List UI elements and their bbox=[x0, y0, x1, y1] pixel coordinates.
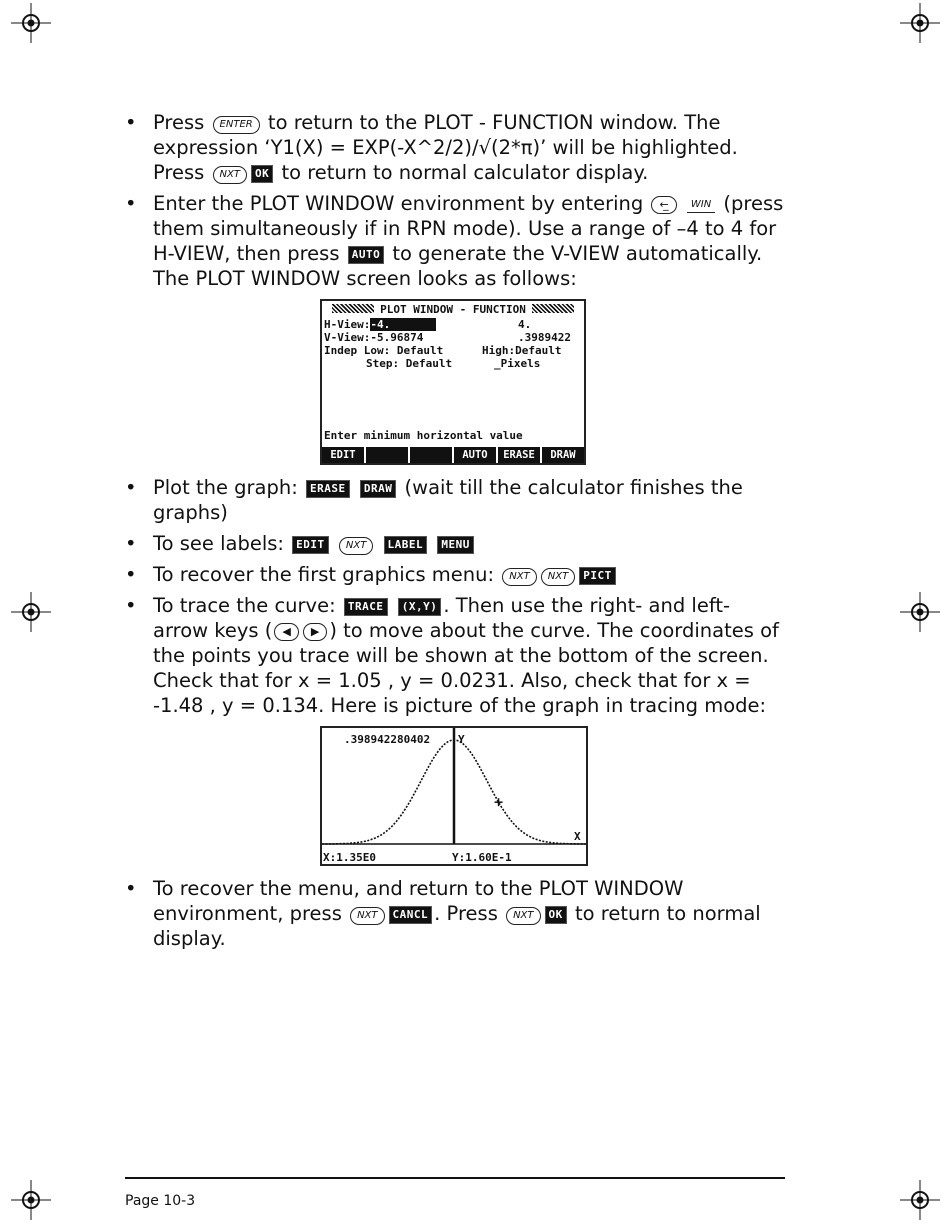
hview-row: H-View:-4. bbox=[324, 318, 436, 331]
vview-max-field: .3989422 bbox=[518, 331, 571, 344]
bullet-plot-window bbox=[125, 191, 785, 465]
bullet-text: to return to normal display. bbox=[153, 902, 761, 950]
bullet-text: to return to normal calculator display. bbox=[281, 161, 649, 184]
hview-min-field: -4. bbox=[370, 318, 436, 331]
trace-graph-svg bbox=[322, 728, 586, 864]
bullet-dot: • bbox=[125, 563, 137, 586]
indep-low-field: Indep Low: Default bbox=[324, 344, 444, 357]
page-number: Page 10-3 bbox=[125, 1193, 196, 1209]
bullet-return-plot-function bbox=[125, 110, 785, 185]
registration-mark-bottom-right bbox=[900, 1180, 940, 1220]
bullet-text: To trace the curve: bbox=[153, 594, 336, 617]
enter-key: ENTER bbox=[213, 116, 260, 134]
prompt-line: Enter minimum horizontal value bbox=[324, 429, 523, 442]
bullet-plot-graph bbox=[125, 475, 785, 525]
nxt-key: NXT bbox=[506, 907, 540, 925]
bullet-text: To see labels: bbox=[153, 532, 284, 555]
bullet-text: to return to the PLOT - FUNCTION window. The expression ‘Y1(X) = EXP(-X^2/2)/√(2*π)’ will be highlighted. Press bbox=[153, 111, 738, 184]
edit-softkey: EDIT bbox=[292, 536, 329, 554]
instruction-list bbox=[125, 110, 785, 951]
xy-softkey: (X,Y) bbox=[398, 598, 442, 616]
menu-softkey: MENU bbox=[437, 536, 474, 554]
left-shift-key: ←̲ bbox=[651, 196, 676, 214]
label-softkey: LABEL bbox=[384, 536, 428, 554]
y-axis-label: Y bbox=[458, 733, 465, 746]
menu-blank-1 bbox=[366, 447, 408, 463]
footer-rule bbox=[125, 1177, 785, 1179]
auto-softkey: AUTO bbox=[348, 246, 385, 264]
menu-blank-2 bbox=[410, 447, 452, 463]
bullet-recover-menu bbox=[125, 562, 785, 587]
y-readout: Y:1.60E-1 bbox=[452, 851, 512, 864]
bullet-text: Enter the PLOT WINDOW environment by entering bbox=[153, 192, 644, 215]
nxt-key: NXT bbox=[339, 537, 373, 555]
left-arrow-key: ◀ bbox=[274, 623, 298, 641]
plot-window-title: PLOT WINDOW - FUNCTION bbox=[322, 303, 584, 316]
plot-window-screen bbox=[320, 299, 586, 465]
plot-window-menu bbox=[322, 447, 584, 463]
menu-auto: AUTO bbox=[454, 447, 496, 463]
bullet-trace-curve bbox=[125, 593, 785, 866]
cancel-softkey: CANCL bbox=[389, 906, 433, 924]
high-field: High:Default bbox=[482, 344, 562, 357]
hview-max-field: 4. bbox=[518, 318, 532, 331]
bullet-text: . Press bbox=[434, 902, 498, 925]
menu-edit: EDIT bbox=[322, 447, 364, 463]
trace-cursor bbox=[495, 798, 503, 806]
bullet-dot: • bbox=[125, 192, 137, 215]
step-field: Step: Default bbox=[366, 357, 453, 370]
pixels-field: _Pixels bbox=[494, 357, 541, 370]
registration-mark-mid-left bbox=[11, 592, 51, 632]
bullet-dot: • bbox=[125, 594, 137, 617]
bullet-text: to generate the V-VIEW automatically. The PLOT WINDOW screen looks as follows: bbox=[153, 242, 763, 290]
bullet-text: (wait till the calculator finishes the graphs) bbox=[153, 476, 743, 524]
bullet-dot: • bbox=[125, 532, 137, 555]
bullet-dot: • bbox=[125, 476, 137, 499]
right-arrow-key: ▶ bbox=[303, 623, 327, 641]
bullet-text: . Then use the right- and left-arrow keys ( bbox=[153, 594, 731, 642]
win-key-label: WIN bbox=[687, 198, 715, 213]
menu-erase: ERASE bbox=[498, 447, 540, 463]
bullet-text: Press bbox=[153, 111, 205, 134]
registration-mark-top-right bbox=[900, 3, 940, 43]
registration-mark-top-left bbox=[11, 3, 51, 43]
x-axis-label: X bbox=[574, 830, 581, 843]
ok-softkey: OK bbox=[251, 165, 273, 183]
vview-row: V-View:-5.96874 bbox=[324, 331, 424, 344]
page-content bbox=[125, 110, 785, 957]
vview-min-field: -5.96874 bbox=[370, 331, 424, 344]
bullet-text: To recover the first graphics menu: bbox=[153, 563, 495, 586]
registration-mark-mid-right bbox=[900, 592, 940, 632]
draw-softkey: DRAW bbox=[360, 480, 397, 498]
bullet-text: ) to move about the curve. The coordinates of the points you trace will be shown at the bottom of the screen. Check that for x = 1.05 , y = 0.0231. Also, check that for x = -1.48 , y = 0.134. Here is picture of the graph in tracing mode: bbox=[153, 619, 779, 717]
nxt-key: NXT bbox=[502, 568, 536, 586]
registration-mark-bottom-left bbox=[11, 1180, 51, 1220]
nxt-key: NXT bbox=[541, 568, 575, 586]
bullet-dot: • bbox=[125, 877, 137, 900]
nxt-key: NXT bbox=[350, 907, 384, 925]
erase-softkey: ERASE bbox=[306, 480, 350, 498]
menu-draw: DRAW bbox=[542, 447, 584, 463]
nxt-key: NXT bbox=[213, 166, 247, 184]
bullet-text: (press them simultaneously if in RPN mode). Use a range of –4 to 4 for H-VIEW, then press bbox=[153, 192, 784, 265]
bullet-text: Plot the graph: bbox=[153, 476, 298, 499]
bullet-see-labels bbox=[125, 531, 785, 556]
x-readout: X:1.35E0 bbox=[323, 851, 376, 864]
peak-value-label: .398942280402 bbox=[344, 733, 431, 746]
pict-softkey: PICT bbox=[579, 567, 616, 585]
bullet-text: To recover the menu, and return to the PLOT WINDOW environment, press bbox=[153, 877, 684, 925]
bullet-return-plot-window bbox=[125, 876, 785, 951]
bullet-dot: • bbox=[125, 111, 137, 134]
ok-softkey: OK bbox=[545, 906, 567, 924]
trace-softkey: TRACE bbox=[344, 598, 388, 616]
trace-graph-screen bbox=[320, 726, 588, 866]
